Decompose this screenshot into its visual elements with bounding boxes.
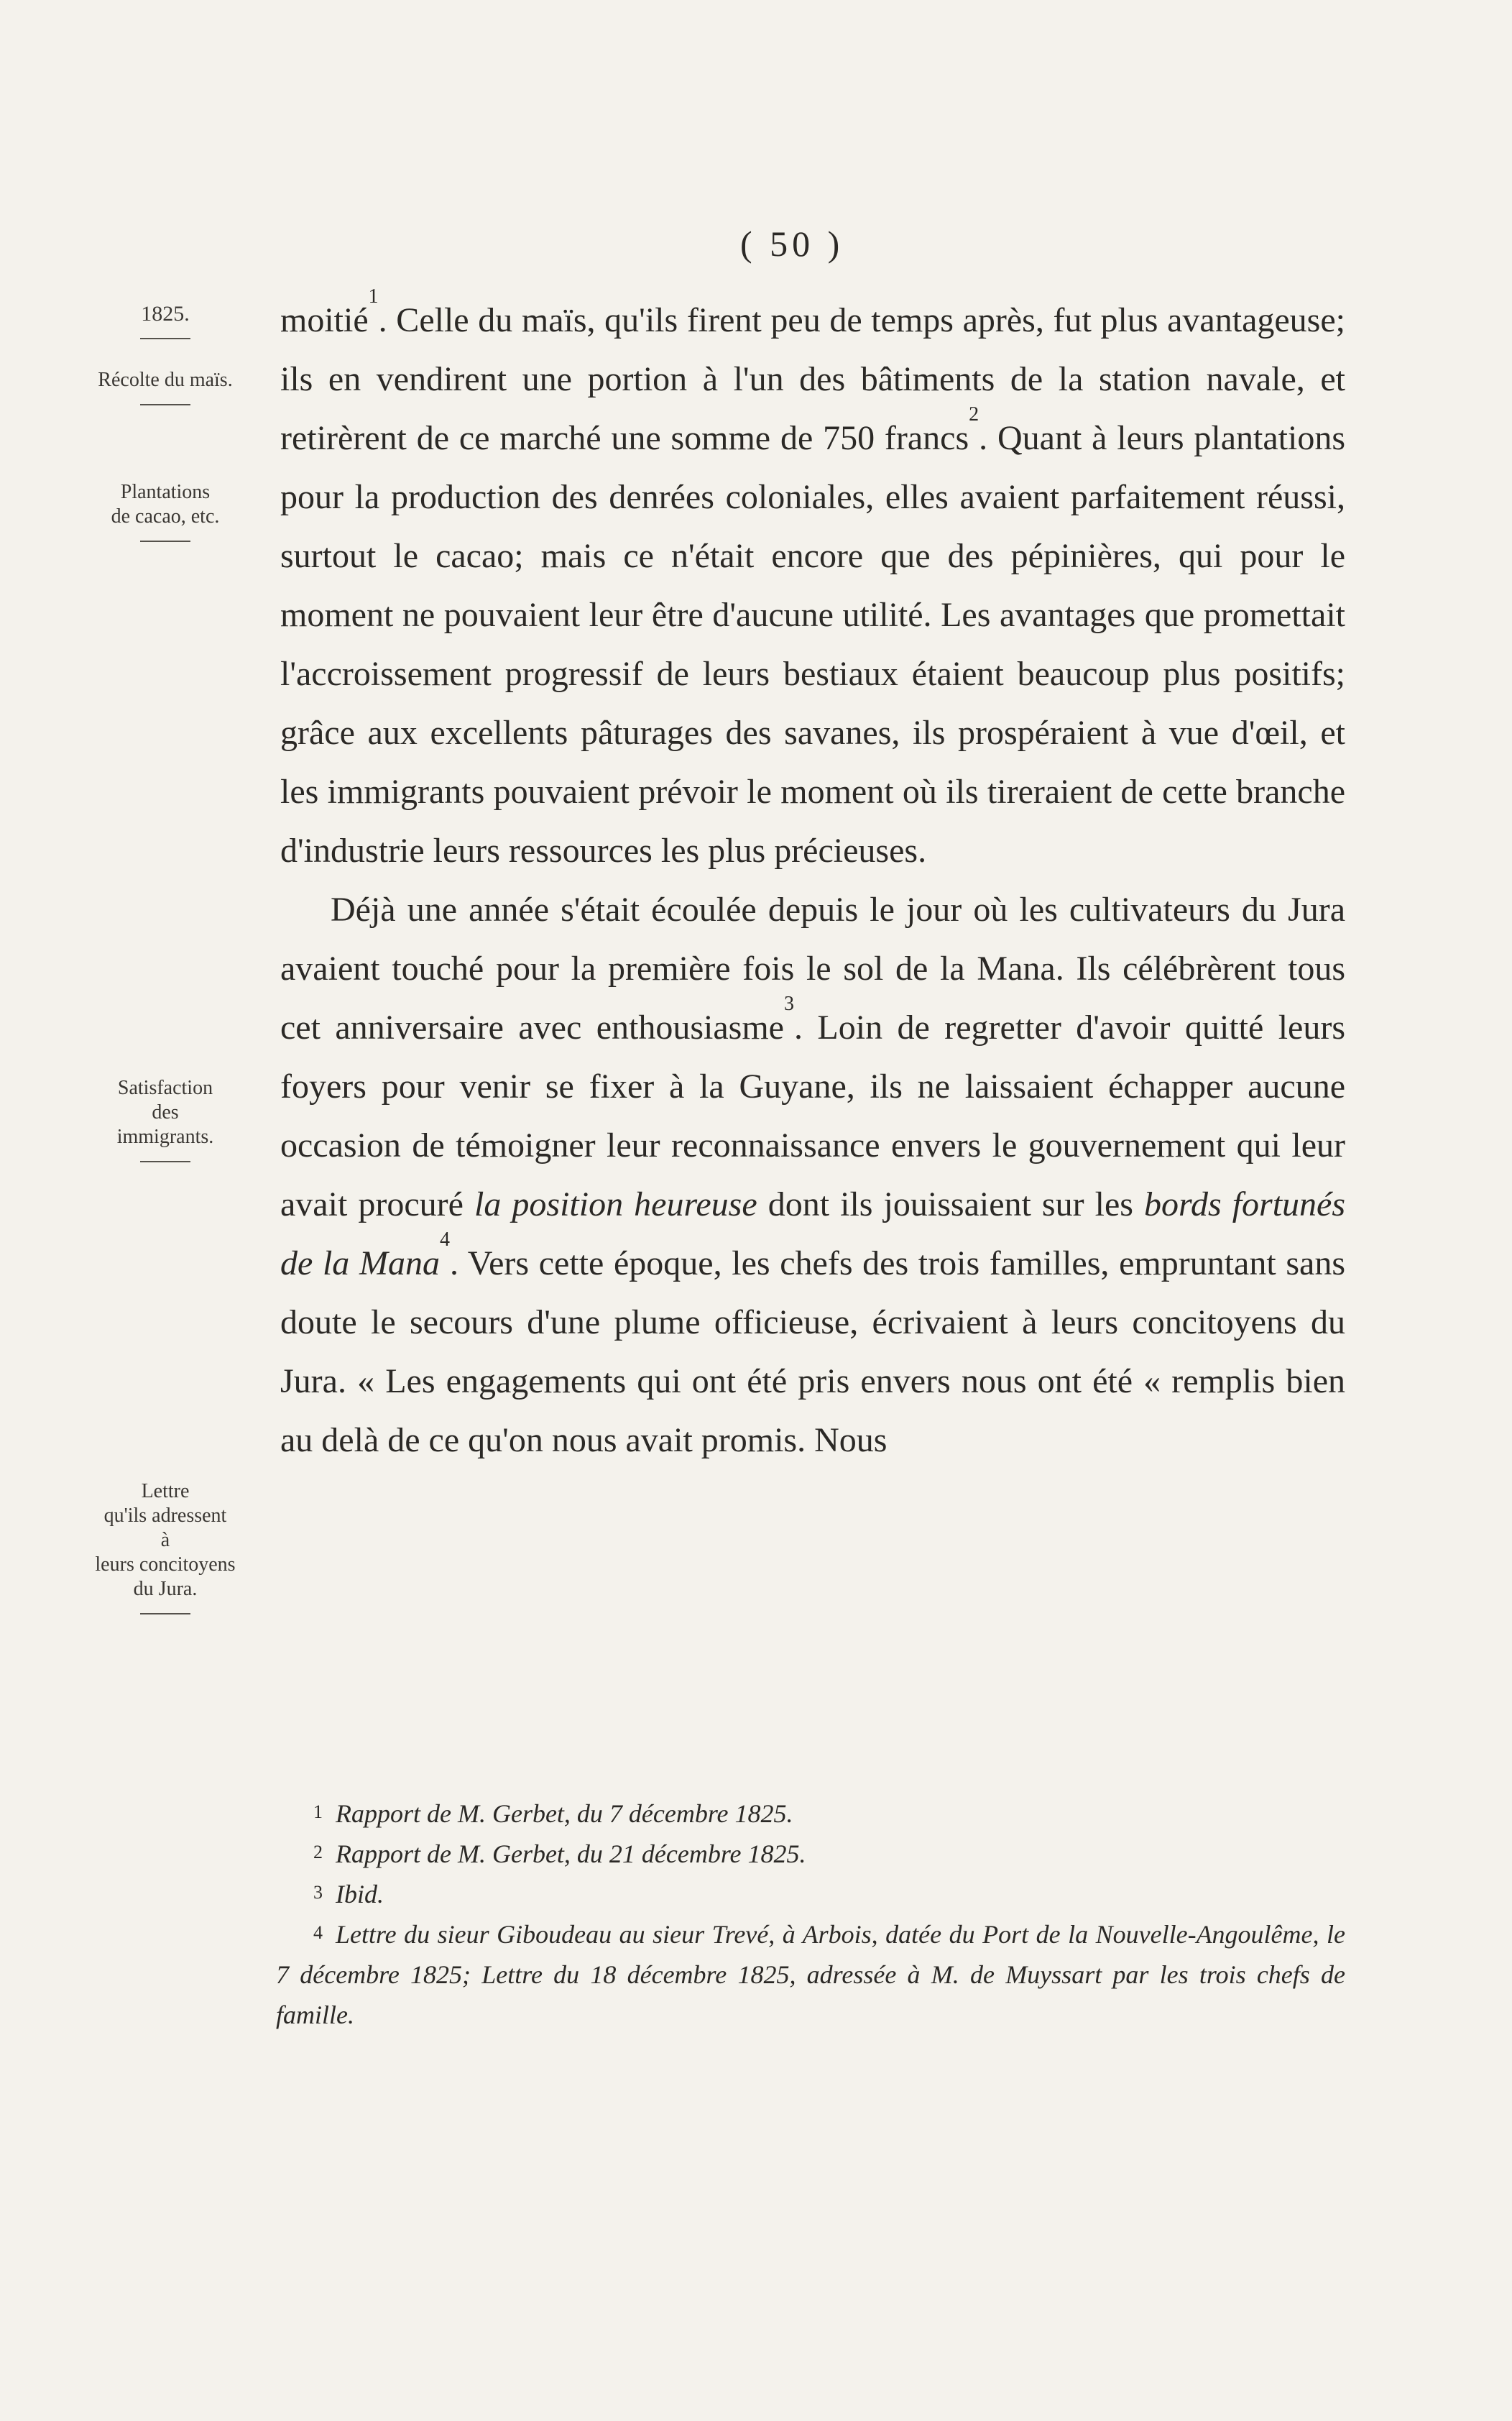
- margin-note-year-text: 1825.: [141, 302, 190, 326]
- margin-note-satisfaction: [65, 1076, 266, 1162]
- footnote-ref-3: 3: [784, 993, 794, 1015]
- margin-note-year: [65, 302, 266, 339]
- footnote-number: 3: [313, 1882, 323, 1903]
- footnote-1: [276, 1793, 1345, 1834]
- p2-italic-a: la position heureuse: [474, 1185, 757, 1223]
- footnote-2: [276, 1834, 1345, 1874]
- footnotes: [276, 1793, 1345, 2035]
- margin-note-lettre: [65, 1479, 266, 1614]
- margin-note-mais-text: Récolte du maïs.: [98, 369, 233, 391]
- footnote-4: [276, 1914, 1345, 2035]
- margin-note-lettre-line4: leurs concitoyens: [95, 1553, 236, 1576]
- margin-note-satis-line1: Satisfaction: [117, 1077, 213, 1099]
- p2-italic-b: bords fortunés de la Mana: [280, 1185, 1346, 1282]
- footnote-text: Lettre du sieur Giboudeau au sieur Trevé, à Arbois, datée du Port de la Nouvelle-Angoulême, le 7 décembre 1825; Lettre du 18 décembre 1825, adressée à M. de Muyssart par les trois chefs de famille.: [276, 1920, 1345, 2029]
- margin-note-lettre-line5: du Jura.: [133, 1578, 198, 1600]
- footnote-text: Rapport de M. Gerbet, du 21 décembre 1825.: [336, 1839, 806, 1868]
- p1-text-a: moitié: [280, 301, 369, 339]
- footnote-ref-1: 1: [368, 285, 379, 308]
- margin-note-satis-line2: des: [152, 1101, 179, 1124]
- margin-note-mais: [65, 368, 266, 405]
- p2-text-a: Déjà une année s'était écoulée depuis le jour où les cultivateurs du Jura avaient touché pour la première fois le sol de la Mana. Ils célébrèrent tous cet anniversaire avec enthousiasme: [280, 891, 1345, 1047]
- margin-note-lettre-line3: à: [160, 1529, 170, 1551]
- footnote-number: 1: [313, 1801, 323, 1822]
- p1-text-b: . Celle du maïs, qu'ils firent peu de temps après, fut plus avantageuse; ils en vendirent une portion à l'un des bâtiments de la station navale, et retirèrent de ce marché une somme de 750 francs: [280, 301, 1345, 457]
- p2-text-d: . Vers cette époque, les chefs des trois familles, empruntant sans doute le secours d'une plume officieuse, écrivaient à leurs concitoyens du Jura. « Les engagements qui ont été pris envers nous ont été « remplis bien au delà de ce qu'on nous avait promis. Nous: [280, 1244, 1346, 1459]
- margin-note-lettre-line1: Lettre: [141, 1480, 190, 1502]
- page-number: ( 50 ): [740, 224, 844, 264]
- margin-rule: [140, 541, 190, 542]
- margin-note-cacao-line1: Plantations: [120, 481, 211, 503]
- footnote-ref-4: 4: [439, 1228, 450, 1251]
- footnote-number: 4: [313, 1922, 323, 1943]
- paragraph-1: [280, 285, 1346, 881]
- p2-text-b: . Loin de regretter d'avoir quitté leurs foyers pour venir se fixer à la Guyane, ils ne laissaient échapper aucune occasion de témoigner leur reconnaissance envers le gouvernement qui leur avait procuré: [280, 1009, 1346, 1223]
- footnote-ref-2: 2: [969, 403, 979, 426]
- margin-rule: [140, 338, 190, 339]
- footnote-text: Ibid.: [336, 1880, 384, 1908]
- margin-note-cacao: [65, 480, 266, 542]
- footnote-number: 2: [313, 1842, 323, 1862]
- margin-note-cacao-line2: de cacao, etc.: [111, 505, 220, 528]
- margin-note-lettre-line2: qu'ils adressent: [103, 1504, 227, 1527]
- margin-note-satis-line3: immigrants.: [116, 1126, 214, 1148]
- p2-text-c: dont ils jouissaient sur les: [757, 1185, 1145, 1223]
- footnote-text: Rapport de M. Gerbet, du 7 décembre 1825.: [336, 1799, 793, 1828]
- paragraph-2: [280, 881, 1345, 1470]
- margin-rule: [140, 1613, 190, 1614]
- main-text: [280, 285, 1346, 1470]
- footnote-3: [276, 1874, 1345, 1914]
- margin-rule: [140, 1161, 190, 1162]
- p1-text-c: . Quant à leurs plantations pour la production des denrées coloniales, elles avaient parfaitement réussi, surtout le cacao; mais ce n'était encore que des pépinières, qui pour le moment ne pouvaient leur être d'aucune utilité. Les avantages que promettait l'accroissement progressif de leurs bestiaux étaient beaucoup plus positifs; grâce aux excellents pâturages des savanes, ils prospéraient à vue d'œil, et les immigrants pouvaient prévoir le moment où ils tireraient de cette branche d'industrie leurs ressources les plus précieuses.: [280, 419, 1346, 870]
- margin-rule: [140, 404, 190, 405]
